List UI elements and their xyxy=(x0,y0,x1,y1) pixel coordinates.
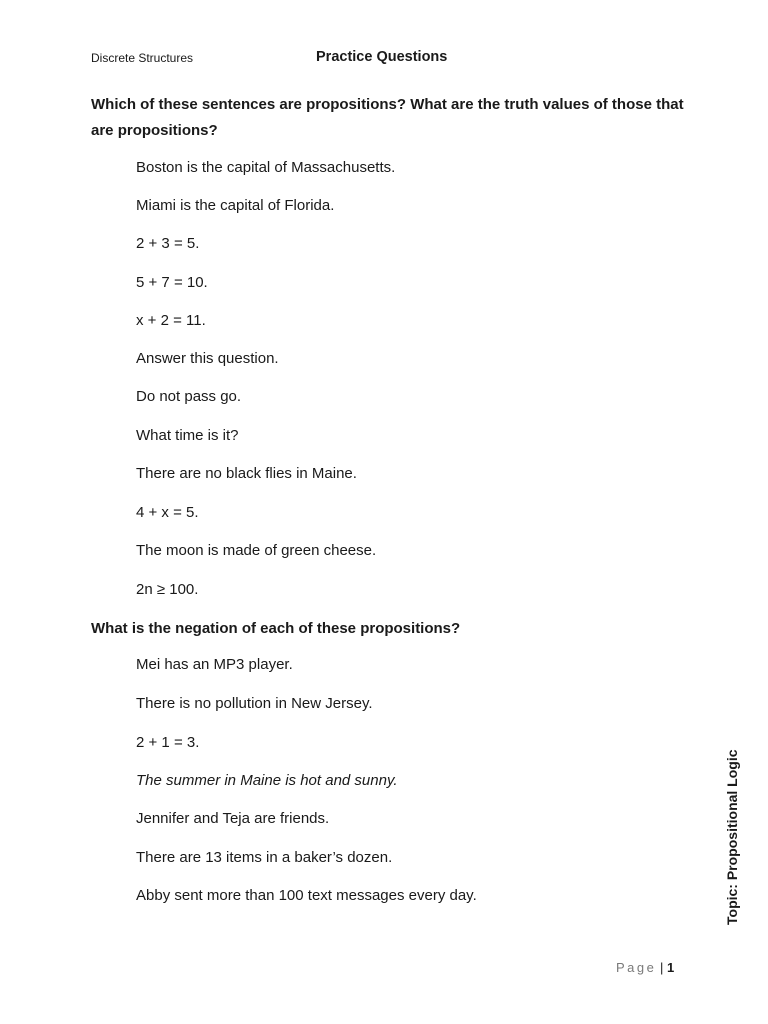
page-footer xyxy=(616,960,674,975)
list-item: 2 + 1 = 3. xyxy=(136,734,200,751)
list-item: There are 13 items in a baker’s dozen. xyxy=(136,849,393,866)
list-item: There are no black flies in Maine. xyxy=(136,465,357,482)
list-item: What time is it? xyxy=(136,427,239,444)
list-item: Answer this question. xyxy=(136,350,279,367)
topic-side-label: Topic: Propositional Logic xyxy=(724,749,740,925)
list-item: Abby sent more than 100 text messages every day. xyxy=(136,887,477,904)
list-item: Jennifer and Teja are friends. xyxy=(136,810,330,827)
list-item: Boston is the capital of Massachusetts. xyxy=(136,159,396,176)
list-item: Miami is the capital of Florida. xyxy=(136,197,335,214)
list-item: 2 + 3 = 5. xyxy=(136,235,200,252)
list-item: 4 + x = 5. xyxy=(136,504,199,521)
list-item: x + 2 = 11. xyxy=(136,312,206,329)
list-item: Do not pass go. xyxy=(136,388,242,405)
list-item: There is no pollution in New Jersey. xyxy=(136,695,373,712)
list-item: Mei has an MP3 player. xyxy=(136,656,293,673)
page-title: Practice Questions xyxy=(316,49,448,65)
list-item: 2n ≥ 100. xyxy=(136,581,199,598)
page-word: Page xyxy=(616,960,657,975)
list-item: The summer in Maine is hot and sunny. xyxy=(136,772,398,789)
question-negation: What is the negation of each of these propositions? xyxy=(91,620,461,637)
page-separator: | xyxy=(660,960,664,975)
list-item: The moon is made of green cheese. xyxy=(136,542,377,559)
page-number: 1 xyxy=(667,960,675,975)
list-item: 5 + 7 = 10. xyxy=(136,274,208,291)
header-course: Discrete Structures xyxy=(91,51,194,65)
question-propositions: Which of these sentences are propositions? What are the truth values of those that are propositions? xyxy=(91,96,684,139)
